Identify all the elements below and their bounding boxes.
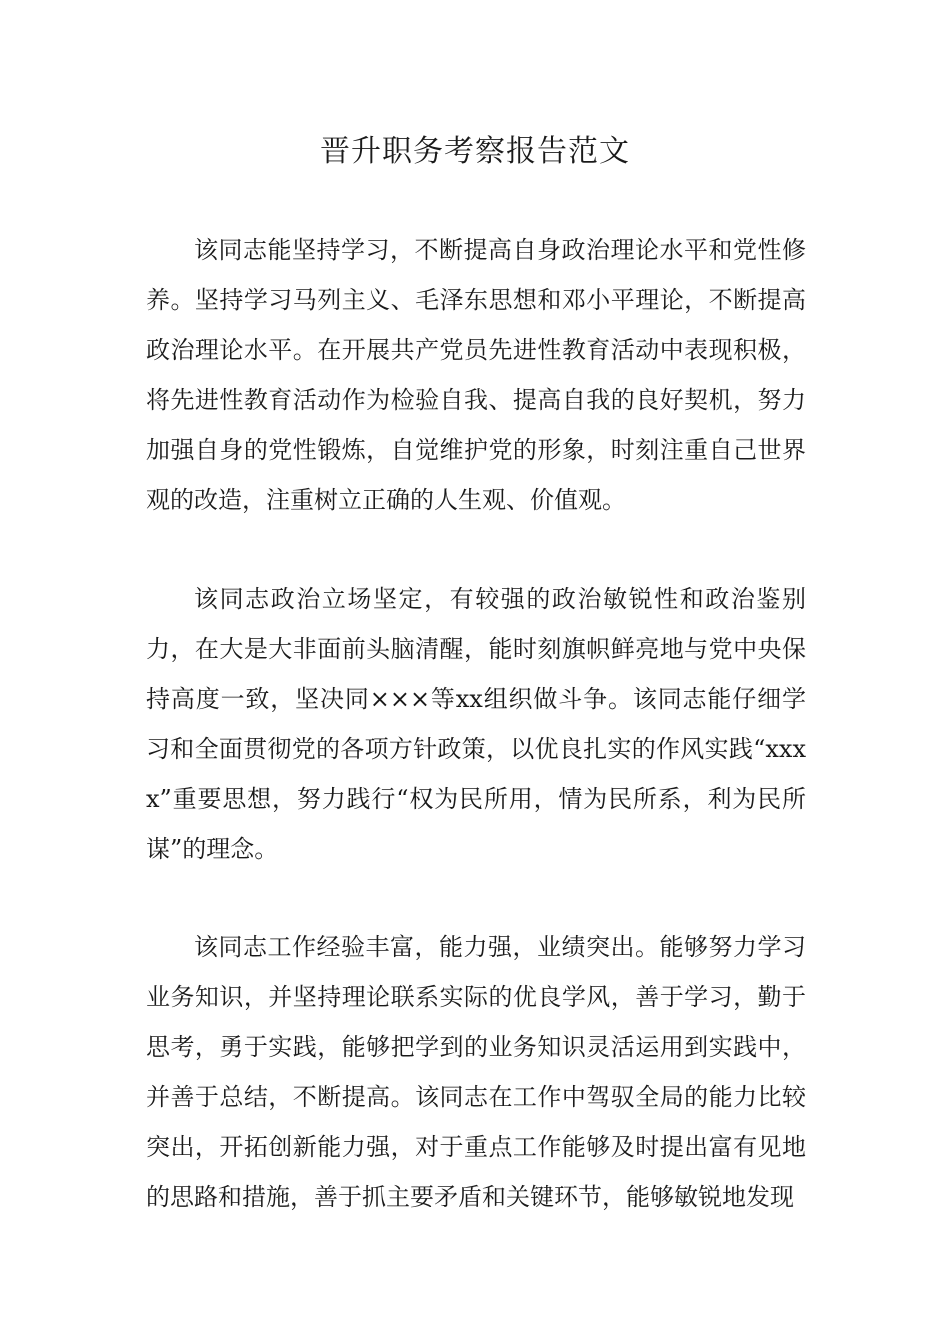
paragraph-2: 该同志政治立场坚定，有较强的政治敏锐性和政治鉴别力，在大是大非面前头脑清醒，能时刻旗帜鲜亮地与党中央保持高度一致，坚决同×××等xx组织做斗争。该同志能仔细学习和全面贯彻党的各项方针政策，以优良扎实的作风实践“xxxx”重要思想，努力践行“权为民所用，情为民所系，利为民所谋”的理念。 [146,585,806,863]
paragraph-3: 该同志工作经验丰富，能力强，业绩突出。能够努力学习业务知识，并坚持理论联系实际的优良学风，善于学习，勤于思考，勇于实践，能够把学到的业务知识灵活运用到实践中，并善于总结，不断提高。该同志在工作中驾驭全局的能力比较突出，开拓创新能力强，对于重点工作能够及时提出富有见地的思路和措施，善于抓主要矛盾和关键环节，能够敏锐地发现 [146,933,806,1211]
document-title: 晋升职务考察报告范文 [320,134,630,169]
paragraph-1: 该同志能坚持学习，不断提高自身政治理论水平和党性修养。坚持学习马列主义、毛泽东思想和邓小平理论，不断提高政治理论水平。在开展共产党员先进性教育活动中表现积极，将先进性教育活动作为检验自我、提高自我的良好契机，努力加强自身的党性锻炼，自觉维护党的形象，时刻注重自己世界观的改造，注重树立正确的人生观、价值观。 [146,236,806,514]
